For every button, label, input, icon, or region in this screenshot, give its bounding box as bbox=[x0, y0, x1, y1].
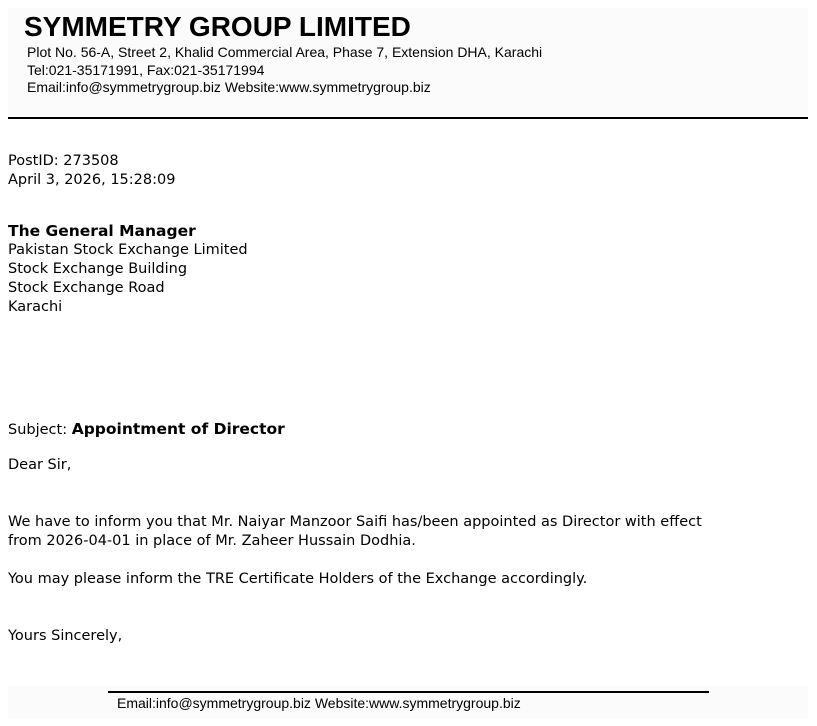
subject-label: Subject: bbox=[8, 422, 72, 438]
company-contact: Tel:021-35171991, Fax:021-35171994 bbox=[27, 62, 265, 78]
company-address: Plot No. 56-A, Street 2, Khalid Commercial Area, Phase 7, Extension DHA, Karachi bbox=[27, 44, 543, 60]
paragraph-request: You may please inform the TRE Certificate Holders of the Exchange accordingly. bbox=[8, 571, 588, 587]
recipient-block bbox=[8, 222, 248, 317]
post-date: April 3, 2026, 15:28:09 bbox=[8, 172, 176, 188]
post-id: PostID: 273508 bbox=[8, 153, 119, 169]
salutation: Dear Sir, bbox=[8, 457, 72, 473]
recipient-line: Karachi bbox=[8, 299, 63, 315]
company-name: SYMMETRY GROUP LIMITED bbox=[24, 11, 411, 42]
closing: Yours Sincerely, bbox=[8, 628, 123, 644]
paragraph-line: We have to inform you that Mr. Naiyar Manzoor Saifi has/been appointed as Director with effect bbox=[8, 514, 702, 530]
letterhead-divider bbox=[8, 117, 808, 119]
recipient-line: Stock Exchange Road bbox=[8, 280, 165, 296]
paragraph-line: from 2026-04-01 in place of Mr. Zaheer Hussain Dodhia. bbox=[8, 533, 416, 549]
footer-email-website: Email:info@symmetrygroup.biz Website:www.symmetrygroup.biz bbox=[117, 695, 521, 711]
recipient-line: Pakistan Stock Exchange Limited bbox=[8, 242, 248, 258]
recipient-line: Stock Exchange Building bbox=[8, 261, 188, 277]
footer-divider bbox=[108, 691, 709, 693]
subject-line bbox=[8, 420, 285, 440]
footer bbox=[8, 686, 808, 718]
paragraph-appointment bbox=[8, 513, 702, 551]
letterhead bbox=[8, 8, 808, 116]
recipient-title: The General Manager bbox=[8, 222, 196, 240]
subject-text: Appointment of Director bbox=[71, 420, 285, 438]
company-email-website: Email:info@symmetrygroup.biz Website:www.symmetrygroup.biz bbox=[27, 79, 431, 95]
